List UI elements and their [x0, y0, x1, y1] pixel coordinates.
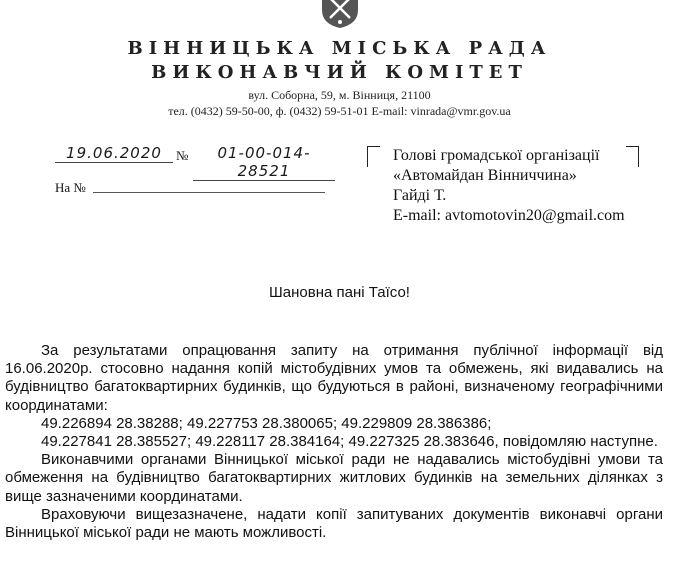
recipient-line: Гайді Т. — [393, 187, 447, 204]
reply-label: На № — [55, 180, 86, 195]
outgoing-number-label: № — [176, 148, 189, 163]
outgoing-date: 19.06.2020 — [55, 144, 173, 163]
reply-reference — [55, 180, 345, 196]
recipient-line: «Автомайдан Вінниччина» — [393, 167, 577, 184]
org-contacts: тел. (0432) 59-50-00, ф. (0432) 59-51-01 E-mail: vinrada@vmr.gov.ua — [168, 104, 511, 118]
paragraph-answer: Виконавчими органами Вінницької міської ради не надавались містобудівні умови та обмеження на будівництво багатоквартирних житлових будинків на земельних ділянках з вище зазначеними координатами. — [5, 451, 663, 505]
recipient-line: Голові громадської організації — [393, 147, 600, 164]
recipient-corner-left — [367, 146, 380, 167]
org-name: ВІННИЦЬКА МІСЬКА РАДА — [127, 38, 552, 59]
paragraph-conclusion: Враховуючи вищезазначене, надати копії запитуваних документів виконавчі органи Вінницької міської ради не мають можливості. — [5, 505, 663, 542]
coordinates-line-1: 49.226894 28.38288; 49.227753 28.380065; 49.229809 28.386386; — [41, 414, 492, 432]
outgoing-number: 01-00-014-28521 — [193, 144, 335, 181]
greeting: Шановна пані Таїсо! — [269, 284, 410, 301]
letter-body — [5, 342, 663, 542]
recipient-email: E-mail: avtomotovin20@gmail.com — [393, 207, 625, 224]
reply-number-line — [93, 192, 325, 193]
paragraph-request: За результатами опрацювання запиту на отримання публічної інформації від 16.06.2020р. стосовно надання копій містобудівних умов та обмежень, які видавались на будівництво багатоквартирних будинків, що будуються в районі, визначеному географічними координатами: — [5, 342, 663, 414]
org-address: вул. Соборна, 59, м. Вінниця, 21100 — [248, 88, 431, 102]
outgoing-reference — [55, 144, 345, 180]
org-committee: ВИКОНАВЧИЙ КОМІТЕТ — [151, 62, 528, 83]
coat-of-arms-icon — [318, 0, 362, 28]
recipient-block — [367, 146, 667, 236]
coordinates-line-2: 49.227841 28.385527; 49.228117 28.384164; 49.227325 28.383646, повідомляю наступне. — [41, 433, 658, 451]
